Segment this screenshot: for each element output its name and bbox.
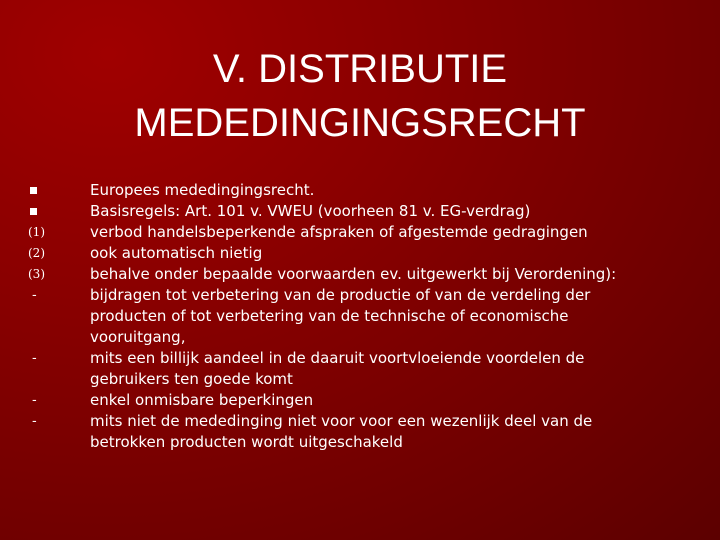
list-item-text <box>90 264 660 285</box>
list-item <box>0 411 720 453</box>
list-item <box>0 264 720 285</box>
list-item-text <box>90 222 660 243</box>
list-item-line: mits een billijk aandeel in de daaruit voortvloeiende voordelen de <box>90 349 585 367</box>
bullet-list <box>0 180 720 453</box>
list-item-text <box>90 285 660 348</box>
list-item-line: behalve onder bepaalde voorwaarden ev. uitgewerkt bij Verordening): <box>90 265 617 283</box>
list-number: (2) <box>28 246 45 260</box>
list-item <box>0 243 720 264</box>
dash-bullet: - <box>32 414 37 429</box>
slide-title-line-1: V. DISTRIBUTIE <box>212 47 508 91</box>
list-item <box>0 201 720 222</box>
list-item-line: bijdragen tot verbetering van de productie of van de verdeling der <box>90 286 591 304</box>
list-item-line: verbod handelsbeperkende afspraken of afgestemde gedragingen <box>90 223 588 241</box>
list-item-line: Europees mededingingsrecht. <box>90 181 315 199</box>
list-item <box>0 180 720 201</box>
slide-title <box>60 42 660 150</box>
list-item-text <box>90 180 660 201</box>
list-item <box>0 390 720 411</box>
list-item-line: vooruitgang, <box>90 328 186 346</box>
list-number: (3) <box>28 267 45 281</box>
list-number: (1) <box>28 225 45 239</box>
list-item-line: gebruikers ten goede komt <box>90 370 293 388</box>
dash-bullet: - <box>32 288 37 303</box>
square-bullet-icon <box>30 201 37 222</box>
list-item-line: ook automatisch nietig <box>90 244 263 262</box>
square-bullet-icon <box>30 180 37 201</box>
list-item-text <box>90 411 660 453</box>
list-item-text <box>90 390 660 411</box>
list-item <box>0 222 720 243</box>
list-item-text <box>90 243 660 264</box>
list-item-line: producten of tot verbetering van de technische of economische <box>90 307 569 325</box>
dash-bullet: - <box>32 393 37 408</box>
list-item-text <box>90 201 660 222</box>
list-item-line: mits niet de mededinging niet voor voor een wezenlijk deel van de <box>90 412 593 430</box>
list-item <box>0 348 720 390</box>
list-item-line: enkel onmisbare beperkingen <box>90 391 314 409</box>
list-item <box>0 285 720 348</box>
list-item-line: Basisregels: Art. 101 v. VWEU (voorheen 81 v. EG-verdrag) <box>90 202 531 220</box>
dash-bullet: - <box>32 351 37 366</box>
list-item-text <box>90 348 660 390</box>
list-item-line: betrokken producten wordt uitgeschakeld <box>90 433 403 451</box>
slide-title-line-2: MEDEDINGINGSRECHT <box>134 101 586 145</box>
